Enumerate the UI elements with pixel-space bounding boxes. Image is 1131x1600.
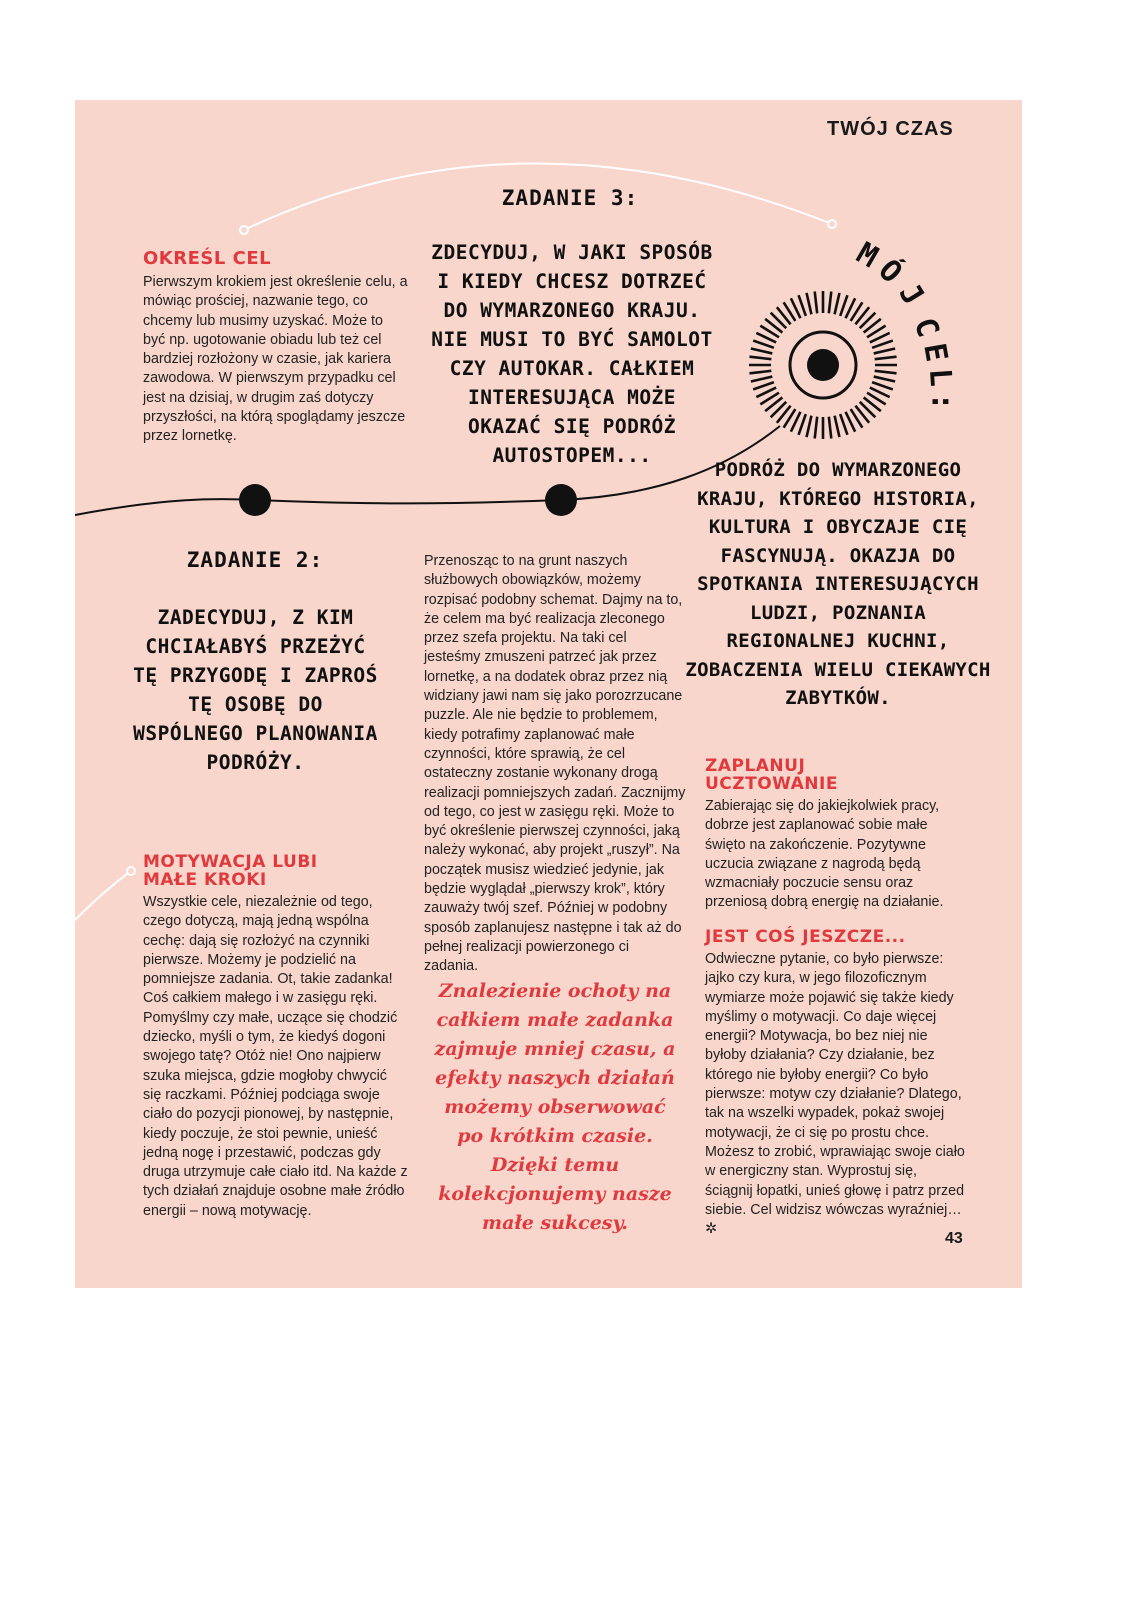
jest-body: Odwieczne pytanie, co było pierwsze: jajko czy kura, w jego filozoficznym wymiarze może pojawić się także kiedy myślimy o motywacji. Co daje więcej energii? Motywacja, bo bez niej nie byłoby działania? Czy działanie, bez którego nie byłoby energii? Co było pierwsze: motyw czy działanie? Dlatego, tak na wszelki wypadek, pokaż swojej motywacji, że ci się po prostu chce. Możesz to zrobić, wprawiając swoje ciało w energiczny stan. Wyprostuj się, ściągnij łopatki, unieś głowę i patrz przed siebie. Cel widzisz wówczas wyraźniej… ✲	[705, 951, 965, 1238]
jest-heading: JEST COŚ JESZCZE...	[705, 927, 906, 947]
lower-arc-end	[127, 867, 135, 875]
target-ray	[815, 417, 817, 439]
goal-label-char: J	[891, 277, 931, 312]
target-ray	[840, 414, 847, 435]
zaplanuj-heading: ZAPLANUJ UCZTOWANIE	[705, 756, 838, 794]
target-ray	[799, 295, 806, 316]
target-ray	[875, 371, 897, 373]
section-zaplanuj	[705, 757, 967, 913]
page-panel	[75, 100, 1022, 1288]
target-ray	[807, 416, 812, 437]
middle-body: Przenosząc to na grunt naszych służbowych obowiązków, możemy rozpisać podobny schemat. Dajmy na to, że celem ma być realizacja zleconego przez szefa projektu. Na taki cel jesteśmy zmuszeni patrzeć jak przez lornetkę, a na dodatek obraz przez nią widziany jawi nam się jako porozrzucane puzzle. Ale nie będzie to problemem, kiedy potrafimy zaplanować małe czynności, które sprawią, że cel ostateczny zostanie wykonany drogą realizacji pomniejszych zadań. Zacznijmy od tego, co jest w zasięgu ręki. Może to być określenie pierwszej czynności, jaką należy wykonać, aby projekt „ruszył”. Na początek musisz wiedzieć jedynie, jak będzie wyglądał „pierwszy krok”, który zauważy twój szef. Później w podobny sposób zaplanujesz następne i tak aż do pełnej realizacji powierzonego ci zadania.	[424, 553, 686, 975]
target-icon	[743, 285, 903, 445]
task2-title: ZADANIE 2:	[186, 548, 324, 572]
task3-text: ZDECYDUJ, W JAKI SPOSÓB I KIEDY CHCESZ DOTRZEĆ DO WYMARZONEGO KRAJU. NIE MUSI TO BYĆ SAMOLOT CZY AUTOKAR. CAŁKIEM INTERESUJĄCA MOŻE OKAZAĆ SIĘ PODRÓŻ AUTOSTOPEM...	[431, 241, 713, 467]
goal-label-char: L	[921, 367, 959, 388]
goal-label-char: E	[916, 340, 954, 365]
lower-arc	[75, 871, 131, 920]
goal-label-char: C	[906, 313, 946, 342]
target-ray	[874, 349, 895, 354]
target-ray	[874, 377, 895, 382]
task3-title: ZADANIE 3:	[501, 186, 639, 210]
goal-label-char: M	[850, 235, 884, 276]
target-ray	[753, 341, 774, 348]
target-ray	[835, 416, 840, 437]
target-ray	[751, 349, 772, 354]
target-ray	[749, 357, 771, 359]
timeline-dot-middle	[545, 484, 577, 516]
task2-text: ZADECYDUJ, Z KIM CHCIAŁABYŚ PRZEŻYĆ TĘ PRZYGODĘ I ZAPROŚ TĘ OSOBĘ DO WSPÓLNEGO PLANOWANIA PODRÓŻY.	[133, 606, 378, 774]
page-number: 43	[945, 1230, 963, 1247]
target-ray	[829, 417, 831, 439]
okresl-heading: OKREŚL CEL	[143, 248, 272, 269]
zaplanuj-body: Zabierając się do jakiejkolwiek pracy, dobrze jest zaplanować sobie małe święto na zakończenie. Pozytywne uczucia związane z nagrodą będą wzmacniały poczucie sensu oraz przeniosą dobrą energię na działanie.	[705, 798, 944, 911]
target-ray	[872, 382, 893, 389]
timeline-dot-left	[239, 484, 271, 516]
target-ray	[815, 291, 817, 313]
motywacja-heading: MOTYWACJA LUBI MAŁE KROKI	[143, 852, 318, 890]
target-ray	[751, 377, 772, 382]
target-ray	[875, 357, 897, 359]
motywacja-body: Wszystkie cele, niezależnie od tego, czego dotyczą, mają jedną wspólna cechę: dają się rozłożyć na czynniki pierwsze. Możemy je podzielić na pomniejsze zadania. Ot, takie zadanka! Coś całkiem małego i w zasięgu ręki. Pomyślmy czy małe, uczące się chodzić dziecko, myśli o tym, że kiedyś dogoni swojego tatę? Otóż nie! Ono najpierw szuka miejsca, gdzie mogłoby chwycić się raczkami. Później podciąga swoje ciało do pozycji pionowej, by następnie, kiedy poczuje, że stoi pewnie, unieść jedną nogę i przestawić, podczas gdy druga utrzymuje całe ciało itd. Na każde z tych działań znajduje osobne małe źródło energii – nową motywację.	[143, 894, 408, 1219]
target-ray	[807, 293, 812, 314]
target-ray	[753, 382, 774, 389]
section-label: TWÓJ CZAS	[827, 118, 954, 140]
section-jest	[705, 928, 967, 1239]
goal-text: PODRÓŻ DO WYMARZONEGO KRAJU, KTÓREGO HISTORIA, KULTURA I OBYCZAJE CIĘ FASCYNUJĄ. OKAZJA DO SPOTKANIA INTERESUJĄCYCH LUDZI, POZNANIA REGIONALNEJ KUCHNI, ZOBACZENIA WIELU CIEKAWYCH ZABYTKÓW.	[685, 459, 991, 709]
target-ray	[872, 341, 893, 348]
target-ray	[835, 293, 840, 314]
okresl-body: Pierwszym krokiem jest określenie celu, a mówiąc prościej, nazwanie tego, co chcemy lub musimy uzyskać. Może to być np. ugotowanie obiadu lub też cel bardziej rozłożony w czasie, jak kariera zawodowa. W pierwszym przypadku cel jest na dzisiaj, w drugim zaś dotyczy przyszłości, na którą spoglądamy jeszcze przez lornetkę.	[143, 274, 408, 445]
top-arc-end-left	[240, 226, 248, 234]
target-ray	[840, 295, 847, 316]
section-motywacja	[143, 853, 408, 1221]
top-arc-end-right	[828, 220, 836, 228]
quote-text: Znalezienie ochoty na całkiem małe zadanka zajmuje mniej czasu, a efekty naszych działań możemy obserwować po krótkim czasie. Dzięki temu kolekcjonujemy nasze małe sukcesy.	[434, 980, 676, 1234]
target-ray	[749, 371, 771, 373]
target-ray	[799, 414, 806, 435]
goal-label-char: Ó	[871, 252, 909, 291]
goal-label-char: :	[924, 392, 960, 411]
section-okresl	[143, 250, 408, 447]
target-ray	[829, 291, 831, 313]
